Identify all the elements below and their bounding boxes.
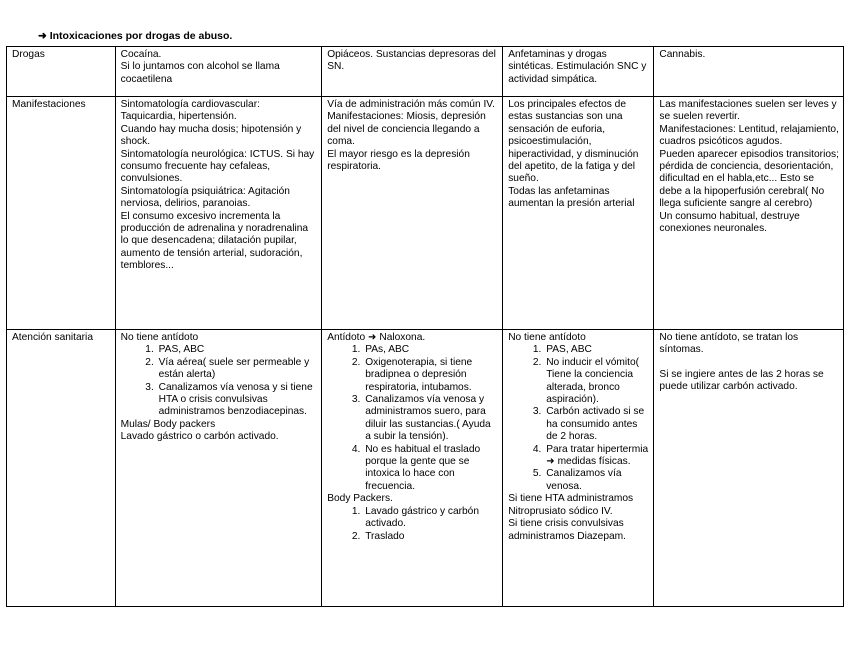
table-row-drogas (7, 47, 844, 97)
cell-text: Los principales efectos de estas sustancias son una sensación de euforia, psicoestimulación, hiperactividad, y disminución del apetito, de la fatiga y del sueño. (508, 99, 639, 185)
cell-drogas-opiaceos (322, 47, 503, 97)
paragraph-spacer (659, 357, 839, 369)
table-row-atencion (7, 330, 844, 607)
cell-manifestaciones-anfetaminas (503, 97, 654, 330)
cell-drogas-cannabis (654, 47, 844, 97)
cell-text: El mayor riesgo es la depresión respiratoria. (327, 148, 470, 173)
cell-text: Opiáceos. Sustancias depresoras del SN. (327, 49, 496, 73)
list-item: 1. PAS, ABC (157, 344, 318, 356)
numbered-list (508, 344, 649, 493)
cell-atencion-cannabis (654, 330, 844, 607)
list-item: 1. PAs, ABC (363, 344, 498, 356)
list-item: 1. PAS, ABC (544, 344, 649, 356)
cell-text: Si se ingiere antes de las 2 horas se puede utilizar carbón activado. (659, 368, 824, 393)
table-row-manifestaciones (7, 97, 844, 330)
list-item: 3. Canalizamos vía venosa y si tiene HTA o crisis convulsivas administramos benzodiacepinas. (157, 382, 318, 419)
row-header-drogas: Drogas (7, 47, 116, 97)
cell-text: Sintomatología cardiovascular: Taquicardia, hipertensión. (120, 99, 260, 123)
cell-text: Manifestaciones: Lentitud, relajamiento, cuadros psicóticos agudos. (659, 123, 839, 148)
cell-manifestaciones-opiaceos (322, 97, 503, 330)
page-title: ➜ Intoxicaciones por drogas de abuso. (38, 30, 233, 42)
list-item: 2. Vía aérea( suele ser permeable y están alerta) (157, 357, 318, 382)
cell-text: Las manifestaciones suelen ser leves y se suelen revertir. (659, 99, 837, 123)
cell-text: Si lo juntamos con alcohol se llama cocaetilena (120, 61, 280, 85)
cell-atencion-opiaceos (322, 330, 503, 607)
cell-text: Antídoto ➜ Naloxona. (327, 332, 426, 343)
cell-text: Vía de administración más común IV. (327, 99, 495, 110)
numbered-list (327, 344, 498, 493)
cell-drogas-cocaina (115, 47, 322, 97)
cell-text: Si tiene HTA administramos Nitroprusiato sódico IV. (508, 493, 634, 517)
cell-text: Cuando hay mucha dosis; hipotensión y shock. (120, 123, 302, 148)
cell-text: El consumo excesivo incrementa la producción de adrenalina y noradrenalina lo que desencadena; dilatación pupilar, aumento de tensión arterial, sudoración, temblores... (120, 210, 309, 272)
row-header-atencion: Atención sanitaria (7, 330, 116, 607)
cell-atencion-cocaina (115, 330, 322, 607)
cell-manifestaciones-cannabis (654, 97, 844, 330)
row-header-manifestaciones: Manifestaciones (7, 97, 116, 330)
list-item: 2. No inducir el vómito( Tiene la conciencia alterada, bronco aspiración). (544, 357, 649, 407)
cell-text: Si tiene crisis convulsivas administramos Diazepam. (508, 518, 626, 542)
cell-text: No tiene antídoto (120, 332, 199, 343)
numbered-list (121, 344, 318, 418)
cell-text: Un consumo habitual, destruye conexiones neuronales. (659, 210, 800, 235)
list-item: 3. Canalizamos vía venosa y administramos suero, para diluir las sustancias.( Ayuda a subir la tensión). (363, 394, 498, 444)
cell-text: No tiene antídoto, se tratan los síntomas. (659, 332, 799, 356)
list-item: 3. Carbón activado si se ha consumido antes de 2 horas. (544, 406, 649, 443)
cell-text: Mulas/ Body packers (120, 418, 216, 430)
list-item: 1. Lavado gástrico y carbón activado. (363, 506, 498, 531)
drug-intoxication-table (6, 46, 844, 607)
cell-text: Cannabis. (659, 49, 706, 60)
list-item: 5. Canalizamos vía venosa. (544, 468, 649, 493)
list-item: 2. Oxigenoterapia, si tiene bradipnea o depresión respiratoria, intubamos. (363, 357, 498, 394)
list-item: 4. Para tratar hipertermia ➜ medidas físicas. (544, 444, 649, 469)
cell-text: Manifestaciones: Miosis, depresión del nivel de conciencia llegando a coma. (327, 111, 486, 148)
cell-text: Pueden aparecer episodios transitorios; pérdida de conciencia, desorientación, dificultad en el habla,etc... Esto se debe a la hipoperfusión cerebral( No llega suficiente sangre al cerebro) (659, 148, 839, 210)
cell-text: No tiene antídoto (508, 332, 586, 343)
cell-text: Body Packers. (327, 493, 393, 505)
cell-text: Cocaína. (120, 49, 162, 60)
cell-text: Sintomatología psiquiátrica: Agitación nerviosa, delirios, paranoias. (120, 185, 290, 210)
list-item: 2. Traslado (363, 531, 498, 543)
numbered-list (327, 506, 498, 543)
cell-text: Lavado gástrico o carbón activado. (120, 431, 279, 443)
cell-text: Anfetaminas y drogas sintéticas. Estimulación SNC y actividad simpática. (508, 49, 647, 85)
cell-text: Todas las anfetaminas aumentan la presión arterial (508, 185, 635, 210)
cell-atencion-anfetaminas (503, 330, 654, 607)
cell-drogas-anfetaminas (503, 47, 654, 97)
list-item: 4. No es habitual el traslado porque la gente que se intoxica lo hace con frecuencia. (363, 444, 498, 494)
cell-text: Sintomatología neurológica: ICTUS. Si hay consumo frecuente hay cefaleas, convulsiones. (120, 148, 315, 185)
cell-manifestaciones-cocaina (115, 97, 322, 330)
